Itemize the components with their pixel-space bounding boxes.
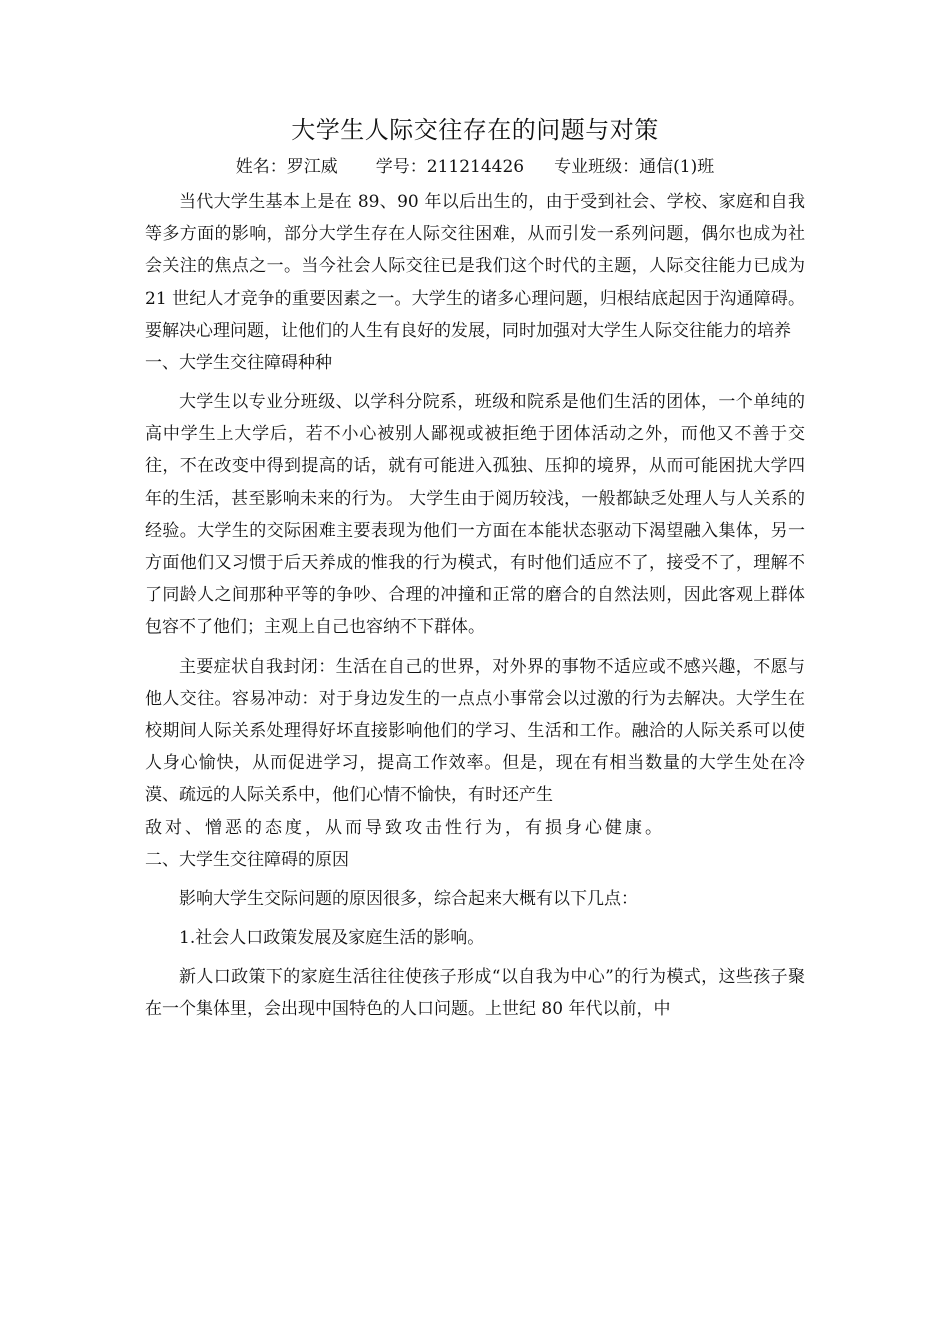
section-2-paragraph-1: 影响大学生交际问题的原因很多，综合起来大概有以下几点： [179,888,638,909]
student-id: 学号：211214426 [375,157,525,177]
section-1-heading: 一、大学生交往障碍种种 [145,353,332,374]
section-1-paragraph-2: 主要症状自我封闭：生活在自己的世界，对外界的事物不适应或不感兴趣，不愿与他人交往。容易冲动：对于身边发生的一点点小事常会以过激的行为去解决。大学生在校期间人际关系处理得好坏直接影响他们的学习、生活和工作。融洽的人际关系可以使人身心愉快，从而促进学习，提高工作效率。但是，现在有相当数量的大学生处在冷漠、疏远的人际关系中，他们心情不愉快，有时还产生 [145,656,805,806]
section-2-item-1: 1.社会人口政策发展及家庭生活的影响。 [179,927,485,948]
document-page [145,110,805,1025]
section-1-paragraph-2-last-line: 敌对、憎恶的态度，从而导致攻击性行为，有损身心健康。 [145,817,665,838]
section-2-heading: 二、大学生交往障碍的原因 [145,849,349,870]
section-1-paragraph-1: 大学生以专业分班级、以学科分院系，班级和院系是他们生活的团体，一个单纯的高中学生上大学后，若不小心被别人鄙视或被拒绝于团体活动之外，而他又不善于交往，不在改变中得到提高的话，就有可能进入孤独、压抑的境界，从而可能困扰大学四年的生活，甚至影响未来的行为。 大学生由于阅历较浅，一般都缺乏处理人与人关系的经验。大学生的交际困难主要表现为他们一方面在本能状态驱动下渴望融入集体，另一方面他们又习惯于后天养成的惟我的行为模式，有时他们适应不了，接受不了，理解不了同龄人之间那种平等的争吵、合理的冲撞和正常的磨合的自然法则，因此客观上群体包容不了他们；主观上自己也容纳不下群体。 [145,392,805,638]
author-info [145,152,805,182]
class-info: 专业班级：通信(1)班 [554,157,715,177]
author-name: 姓名：罗江威 [235,157,338,177]
section-2-paragraph-2: 新人口政策下的家庭生活往往使孩子形成“以自我为中心”的行为模式，这些孩子聚在一个集体里，会出现中国特色的人口问题。上世纪 80 年代以前，中 [145,967,805,1020]
intro-paragraph: 当代大学生基本上是在 89、90 年以后出生的，由于受到社会、学校、家庭和自我等多方面的影响，部分大学生存在人际交往困难，从而引发一系列问题，偶尔也成为社会关注的焦点之一。当今社会人际交往已是我们这个时代的主题，人际交往能力已成为 21 世纪人才竞争的重要因素之一。大学生的诸多心理问题，归根结底起因于沟通障碍。要解决心理问题，让他们的人生有良好的发展，同时加强对大学生人际交往能力的培养 [145,192,805,341]
document-title: 大学生人际交往存在的问题与对策 [291,116,659,144]
